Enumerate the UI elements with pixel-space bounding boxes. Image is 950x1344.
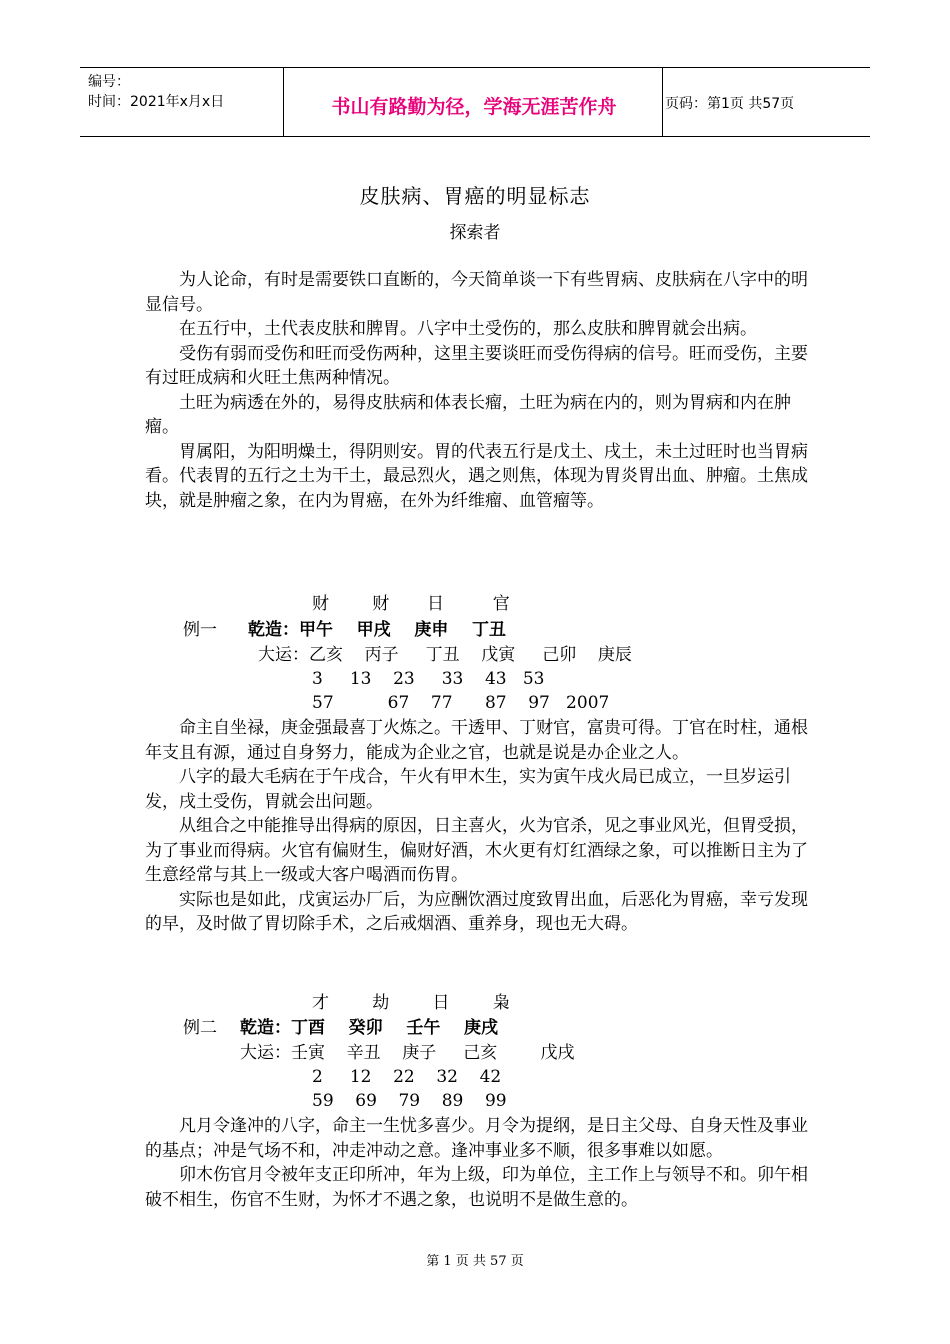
header-page-count: 页码：第1页 共57页 — [665, 96, 795, 112]
paragraph: 卯木伤官月令被年支正印所冲，年为上级，印为单位，主工作上与领导不和。卯午相破不相生，伤官不生财，为怀才不遇之象，也说明不是做生意的。 — [145, 1165, 808, 1210]
header-number: 编号： — [88, 74, 130, 90]
paragraph: 为人论命，有时是需要铁口直断的，今天简单谈一下有些胃病、皮肤病在八字中的明显信号。 — [145, 270, 808, 315]
header-divider — [662, 68, 663, 136]
example1-label: 例一 — [183, 620, 217, 640]
example2-analysis — [145, 1114, 810, 1212]
paragraph: 受伤有弱而受伤和旺而受伤两种，这里主要谈旺而受伤得病的信号。旺而受伤，主要有过旺成病和火旺土焦两种情况。 — [145, 343, 808, 388]
paragraph: 实际也是如此，戊寅运办厂后，为应酬饮酒过度致胃出血，后恶化为胃癌，幸亏发现的早，及时做了胃切除手术，之后戒烟酒、重养身，现也无大碍。 — [145, 889, 808, 934]
paragraph: 八字的最大毛病在于午戌合，午火有甲木生，实为寅午戌火局已成立，一旦岁运引发，戌土受伤，胃就会出问题。 — [145, 767, 791, 812]
example2-label: 例二 — [183, 1018, 217, 1038]
page-header — [80, 67, 870, 137]
header-divider — [283, 68, 284, 136]
example1-analysis — [145, 716, 810, 937]
example2-ten-gods: 才 劫 日 枭 — [312, 993, 510, 1013]
example1-ten-gods: 财 财 日 官 — [312, 594, 510, 614]
example1-dayun: 大运：乙亥 丙子 丁丑 戊寅 己卯 庚辰 — [258, 645, 632, 665]
paragraph: 在五行中，土代表皮肤和脾胃。八字中土受伤的，那么皮肤和脾胃就会出病。 — [179, 319, 757, 339]
document-title: 皮肤病、胃癌的明显标志 — [359, 184, 591, 208]
paragraph: 命主自坐禄，庚金强最喜丁火炼之。干透甲、丁财官，富贵可得。丁官在时柱，通根年支且有源，通过自身努力，能成为企业之官，也就是说是办企业之人。 — [145, 718, 808, 763]
header-motto: 书山有路勤为径，学海无涯苦作舟 — [331, 96, 617, 118]
example1-ages: 3 13 23 33 43 53 — [312, 669, 545, 689]
header-date: 时间：2021年x月x日 — [88, 94, 225, 110]
paragraph: 凡月令逢冲的八字，命主一生忧多喜少。月令为提纲，是日主父母、自身天性及事业的基点；冲是气场不和，冲走冲动之意。逢冲事业多不顺，很多事难以如愿。 — [145, 1116, 808, 1161]
example2-bazi-chart: 乾造：丁酉 癸卯 壬午 庚戌 — [240, 1018, 499, 1038]
header-meta — [88, 72, 224, 112]
example2-dayun: 大运：壬寅 辛丑 庚子 己亥 戊戌 — [240, 1043, 575, 1063]
example2-ages: 2 12 22 32 42 — [312, 1067, 502, 1087]
paragraph: 土旺为病透在外的，易得皮肤病和体表长瘤，土旺为病在内的，则为胃病和内在肿瘤。 — [145, 392, 791, 437]
example1-bazi-chart: 乾造：甲午 甲戌 庚申 丁丑 — [248, 620, 507, 640]
page-footer: 第 1 页 共 57 页 — [426, 1254, 524, 1269]
paragraph: 从组合之中能推导出得病的原因，日主喜火，火为官杀，见之事业风光，但胃受损，为了事业而得病。火官有偏财生，偏财好酒，木火更有灯红酒绿之象，可以推断日主为了生意经常与其上一级或大客户喝酒而伤胃。 — [145, 816, 808, 885]
example2-years: 59 69 79 89 99 — [312, 1091, 507, 1111]
document-author: 探索者 — [449, 223, 501, 243]
intro-section — [145, 268, 810, 513]
example1-years: 57 67 77 87 97 2007 — [312, 693, 610, 713]
paragraph: 胃属阳，为阳明燥土，得阴则安。胃的代表五行是戊土、戌土，未土过旺时也当胃病看。代表胃的五行之土为干土，最忌烈火，遇之则焦，体现为胃炎胃出血、肿瘤。土焦成块，就是肿瘤之象，在内为胃癌，在外为纤维瘤、血管瘤等。 — [145, 441, 808, 511]
